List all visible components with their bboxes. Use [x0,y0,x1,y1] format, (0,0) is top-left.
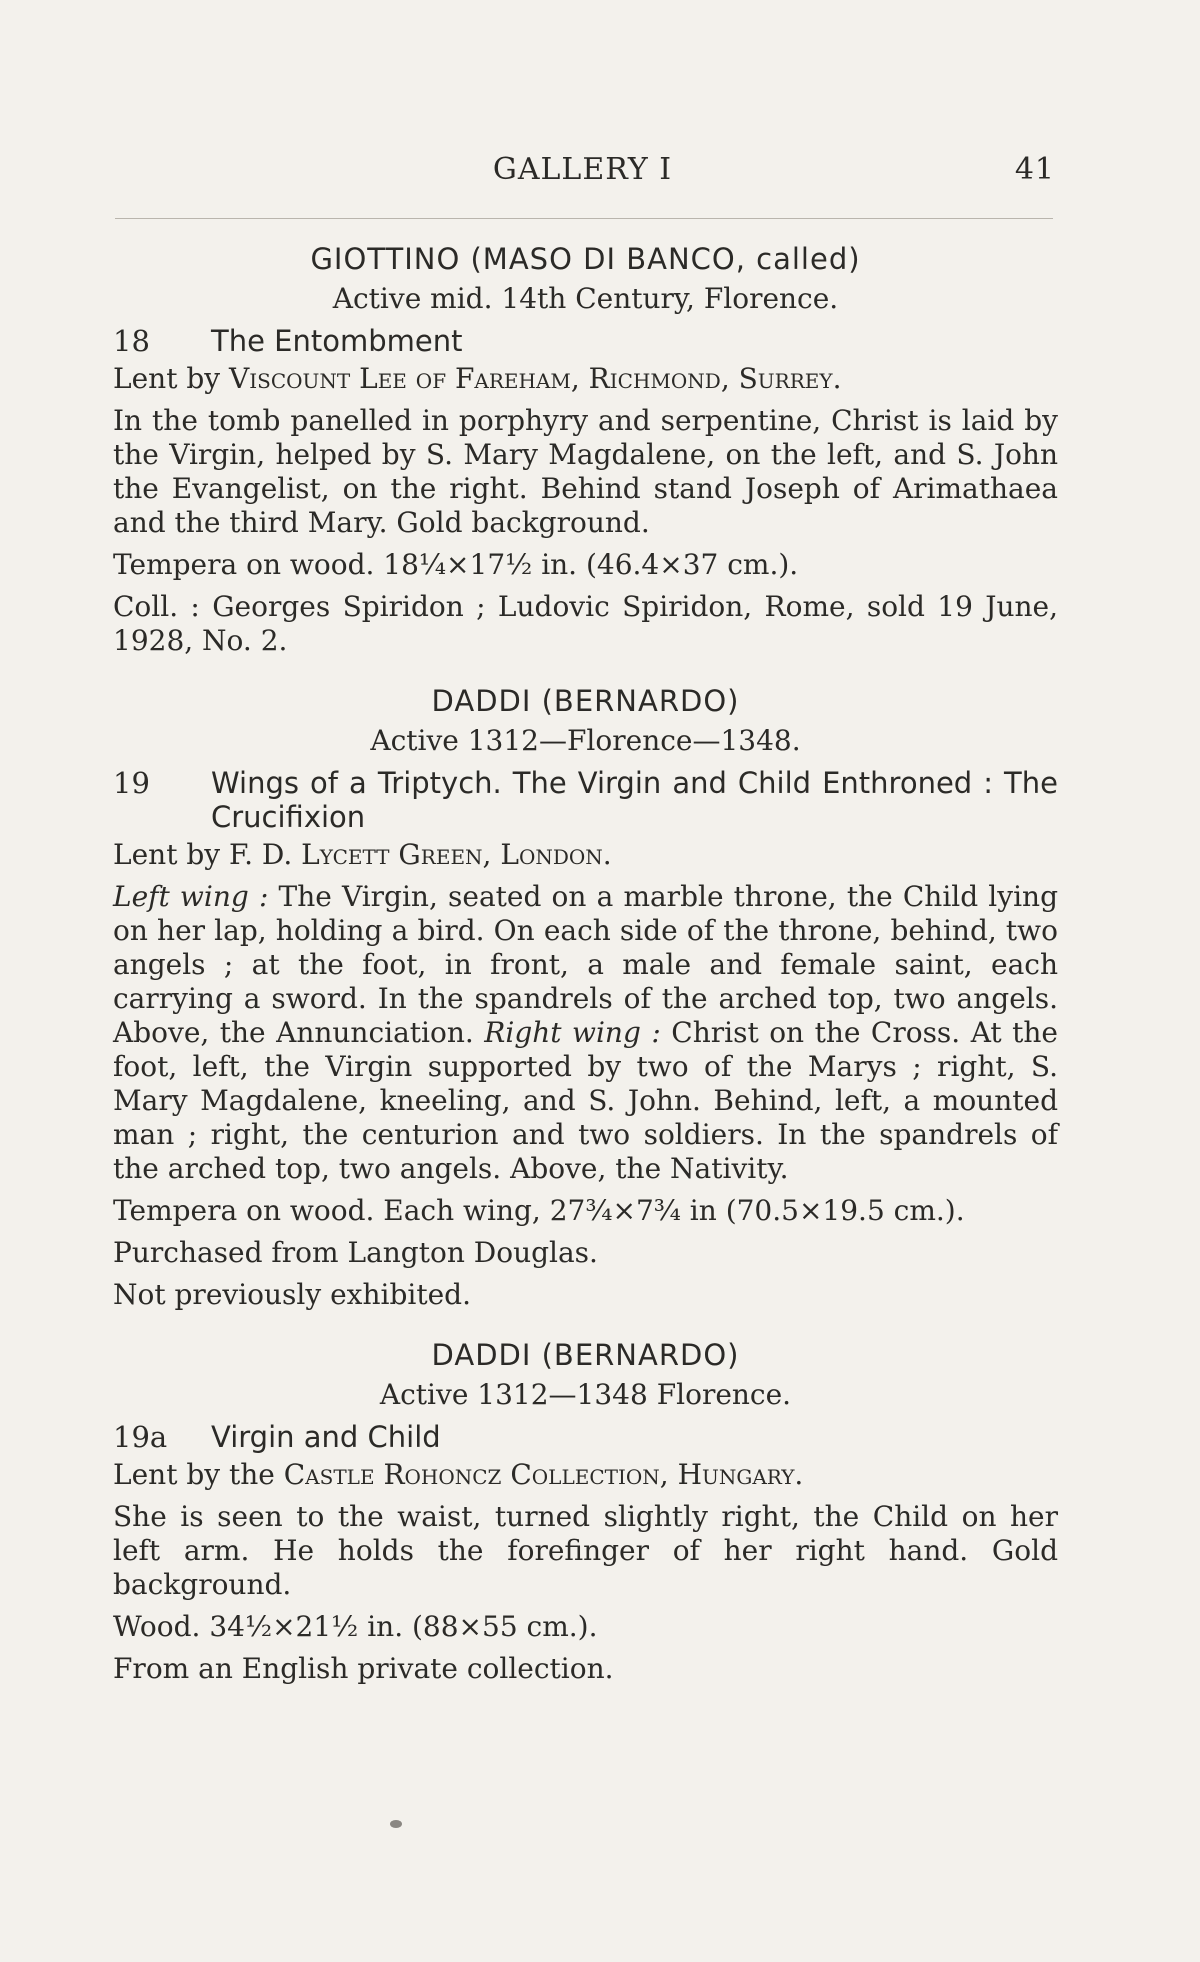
catalogue-entry-19 [113,684,1058,1312]
entry-number: 19a [113,1420,168,1454]
header-rule [115,218,1053,219]
artist-dates: Active mid. 14th Century, Florence. [332,282,839,315]
lender-prefix: Lent by the [113,1458,284,1491]
lender-line [113,838,1058,872]
lender-name: Viscount Lee of Fareham, Richmond, Surrey. [229,362,842,395]
left-wing-label: Left wing : [113,880,269,913]
entry-title: The Entombment [211,324,463,358]
entry-title-line [113,766,1058,834]
lender-prefix: Lent by [113,362,229,395]
entry-title: Virgin and Child [211,1420,441,1454]
catalogue-entry-19a [113,1338,1058,1686]
entry-number: 18 [113,324,150,358]
entry-medium: Tempera on wood. Each wing, 27¾×7¾ in (70.5×19.5 cm.). [113,1194,965,1227]
catalogue-content [113,242,1058,1694]
lender-prefix: Lent by [113,838,229,871]
entry-medium: Tempera on wood. 18¼×17½ in. (46.4×37 cm.). [113,548,799,581]
artist-heading: DADDI (BERNARDO) [431,1338,740,1372]
lender-line [113,1458,1058,1492]
artist-dates: Active 1312—Florence—1348. [370,724,801,757]
artist-dates: Active 1312—1348 Florence. [379,1378,792,1411]
lender-name: Castle Rohoncz Collection, Hungary. [283,1458,804,1491]
ink-smudge [390,1820,402,1828]
artist-heading: DADDI (BERNARDO) [431,684,740,718]
artist-heading: GIOTTINO (MASO DI BANCO, called) [310,242,861,276]
entry-provenance: From an English private collection. [113,1652,614,1685]
page-number: 41 [1014,152,1055,187]
gallery-title: GALLERY I [492,152,673,187]
entry-title-line [113,1420,1058,1454]
entry-description: She is seen to the waist, turned slightly right, the Child on her left arm. He holds the forefinger of her right hand. Gold background. [113,1500,1058,1601]
entry-title-line [113,324,1058,358]
entry-description [113,880,1058,1186]
entry-number: 19 [113,766,150,800]
catalogue-entry-18 [113,242,1058,658]
entry-collection: Coll. : Georges Spiridon ; Ludovic Spiridon, Rome, sold 19 June, 1928, No. 2. [113,590,1058,657]
lender-name: F. D. Lycett Green, London. [229,838,612,871]
entry-title: Wings of a Triptych. The Virgin and Child Enthroned : The Crucifixion [211,766,1058,834]
entry-provenance: Purchased from Langton Douglas. [113,1236,598,1269]
lender-line [113,362,1058,396]
right-wing-text: Christ on the Cross. At the foot, left, the Virgin supported by two of the Marys ; right, S. Mary Magdalene, kneeling, and S. John. Behind, left, a mounted man ; right, the centurion and two soldiers. In the spandrels of the arched top, two angels. Above, the Nativity. [113,1016,1059,1185]
right-wing-label: Right wing : [484,1016,661,1049]
entry-exhibition: Not previously exhibited. [113,1278,471,1311]
left-wing-text: The Virgin, seated on a marble throne, the Child lying on her lap, holding a bird. On each side of the throne, behind, two angels ; at the foot, in front, a male and female saint, each carrying a sword. In the spandrels of the arched top, two angels. Above, the Annunciation. [113,880,1058,1049]
entry-description: In the tomb panelled in porphyry and serpentine, Christ is laid by the Virgin, helped by S. Mary Magdalene, on the left, and S. John the Evangelist, on the right. Behind stand Joseph of Arimathaea and the third Mary. Gold background. [113,404,1058,539]
entry-medium: Wood. 34½×21½ in. (88×55 cm.). [113,1610,598,1643]
